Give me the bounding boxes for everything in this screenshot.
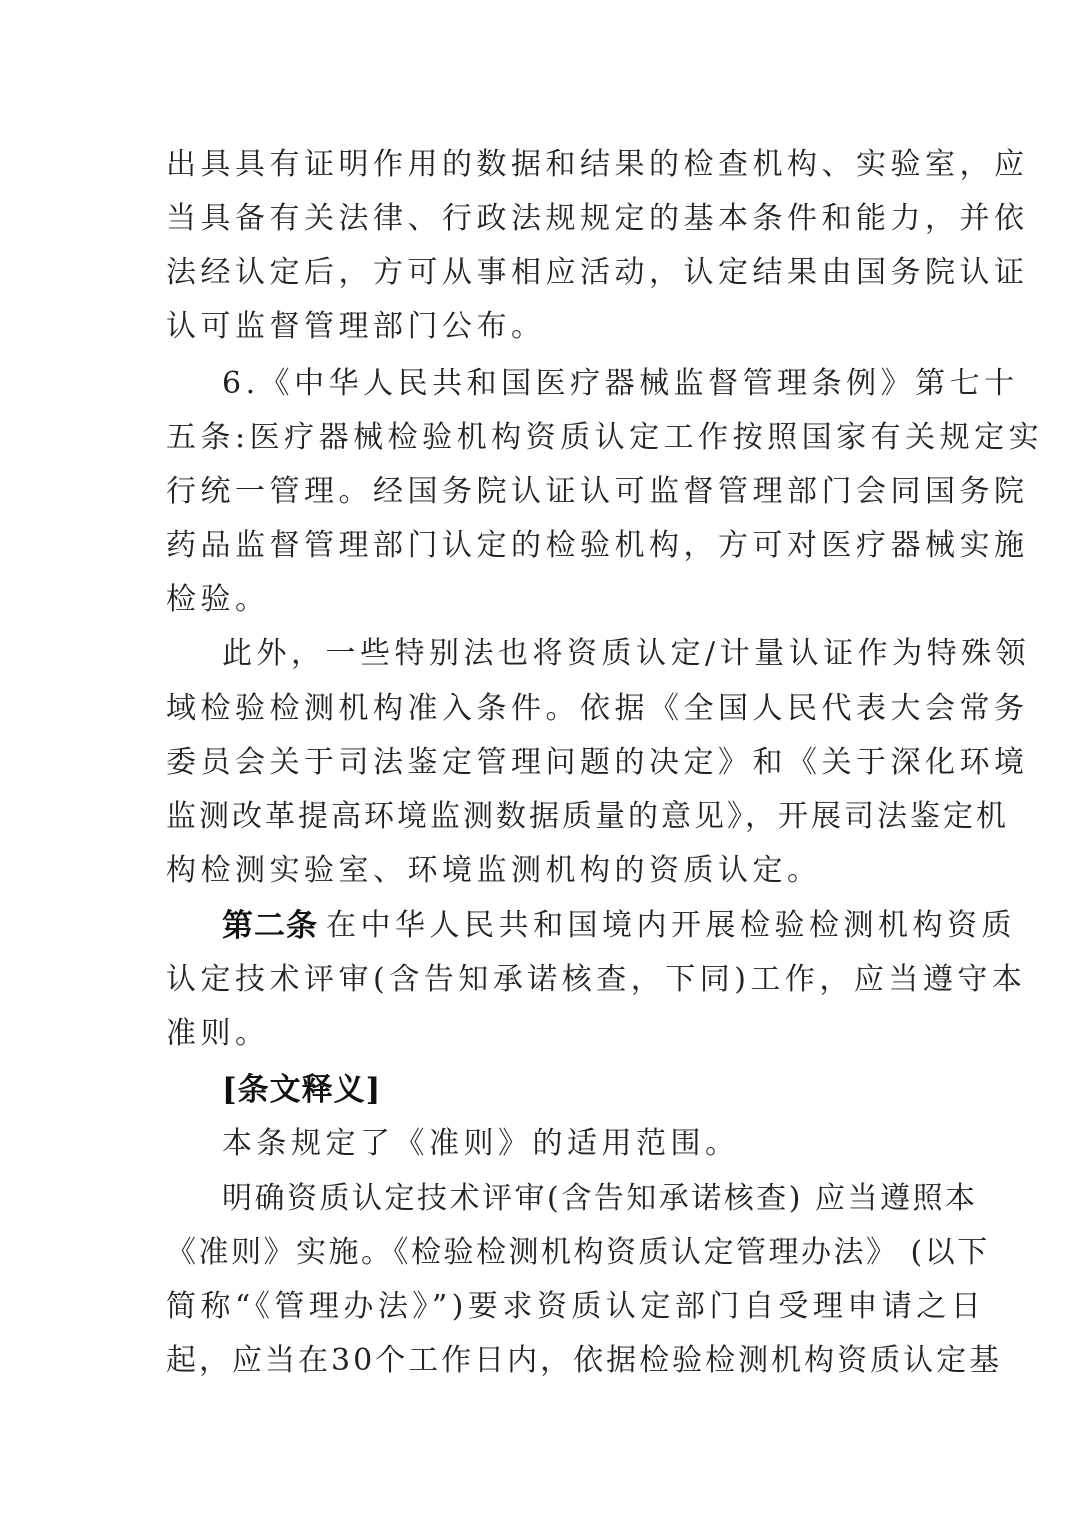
paragraph-text: 检验。 <box>166 582 270 617</box>
text-line <box>0 1063 1080 1117</box>
text-line <box>0 1117 1080 1171</box>
text-line <box>0 682 1080 736</box>
paragraph-text: 出具具有证明作用的数据和结果的检查机构、实验室，应 <box>166 147 1029 182</box>
text-line <box>0 1226 1080 1280</box>
paragraph-text: 本条规定了《准则》的适用范围。 <box>222 1126 740 1161</box>
paragraph-text: 域检验检测机构准入条件。依据《全国人民代表大会常务 <box>166 691 1029 726</box>
text-line <box>0 844 1080 898</box>
paragraph-text: 认可监督管理部门公布。 <box>166 309 546 344</box>
paragraph-text: 五条:医疗器械检验机构资质认定工作按照国家有关规定实 <box>166 420 1044 455</box>
paragraph-text: 行统一管理。经国务院认证认可监督管理部门会同国务院 <box>166 474 1029 509</box>
text-line <box>0 1007 1080 1061</box>
paragraph-text: 监测改革提高环境监测数据质量的意见》，开展司法鉴定机 <box>166 799 1009 834</box>
paragraph-text: 药品监督管理部门认定的检验机构，方可对医疗器械实施 <box>166 528 1029 563</box>
text-line <box>0 790 1080 844</box>
text-line <box>0 465 1080 519</box>
paragraph-text: 此外，一些特别法也将资质认定/计量认证作为特殊领 <box>222 636 1031 671</box>
text-line <box>0 1172 1080 1226</box>
paragraph-text: 6.《中华人民共和国医疗器械监督管理条例》第七十 <box>222 366 1019 401</box>
paragraph-text: 简称“《管理办法》”)要求资质认定部门自受理申请之日 <box>166 1289 986 1324</box>
text-line <box>0 357 1080 411</box>
section-heading: [条文释义] <box>222 1072 382 1108</box>
text-line <box>0 246 1080 300</box>
paragraph-text: 当具备有关法律、行政法规规定的基本条件和能力，并依 <box>166 201 1029 236</box>
paragraph-text: 《准则》实施。《检验检测机构资质认定管理办法》 (以下 <box>166 1235 990 1270</box>
paragraph-text: 起，应当在30个工作日内，依据检验检测机构资质认定基 <box>166 1343 1003 1378</box>
paragraph-text: 委员会关于司法鉴定管理问题的决定》和《关于深化环境 <box>166 745 1029 780</box>
text-line <box>0 411 1080 465</box>
paragraph-text: 认定技术评审(含告知承诺核查，下同)工作，应当遵守本 <box>166 962 1027 997</box>
paragraph-text: 构检测实验室、环境监测机构的资质认定。 <box>166 853 822 888</box>
text-line <box>0 1334 1080 1388</box>
paragraph-text: 法经认定后，方可从事相应活动，认定结果由国务院认证 <box>166 255 1029 290</box>
paragraph-text: 准则。 <box>166 1016 270 1051</box>
text-line <box>0 1280 1080 1334</box>
text-line <box>0 627 1080 681</box>
article-label: 第二条 <box>222 908 318 944</box>
text-line <box>0 138 1080 192</box>
text-line <box>0 899 1080 953</box>
text-line <box>0 300 1080 354</box>
text-line <box>0 953 1080 1007</box>
paragraph-text: 在中华人民共和国境内开展检验检测机构资质 <box>326 908 1016 943</box>
text-line <box>0 192 1080 246</box>
text-line <box>0 519 1080 573</box>
text-line <box>0 736 1080 790</box>
paragraph-text: 明确资质认定技术评审(含告知承诺核查) 应当遵照本 <box>222 1181 978 1216</box>
text-line <box>0 573 1080 627</box>
